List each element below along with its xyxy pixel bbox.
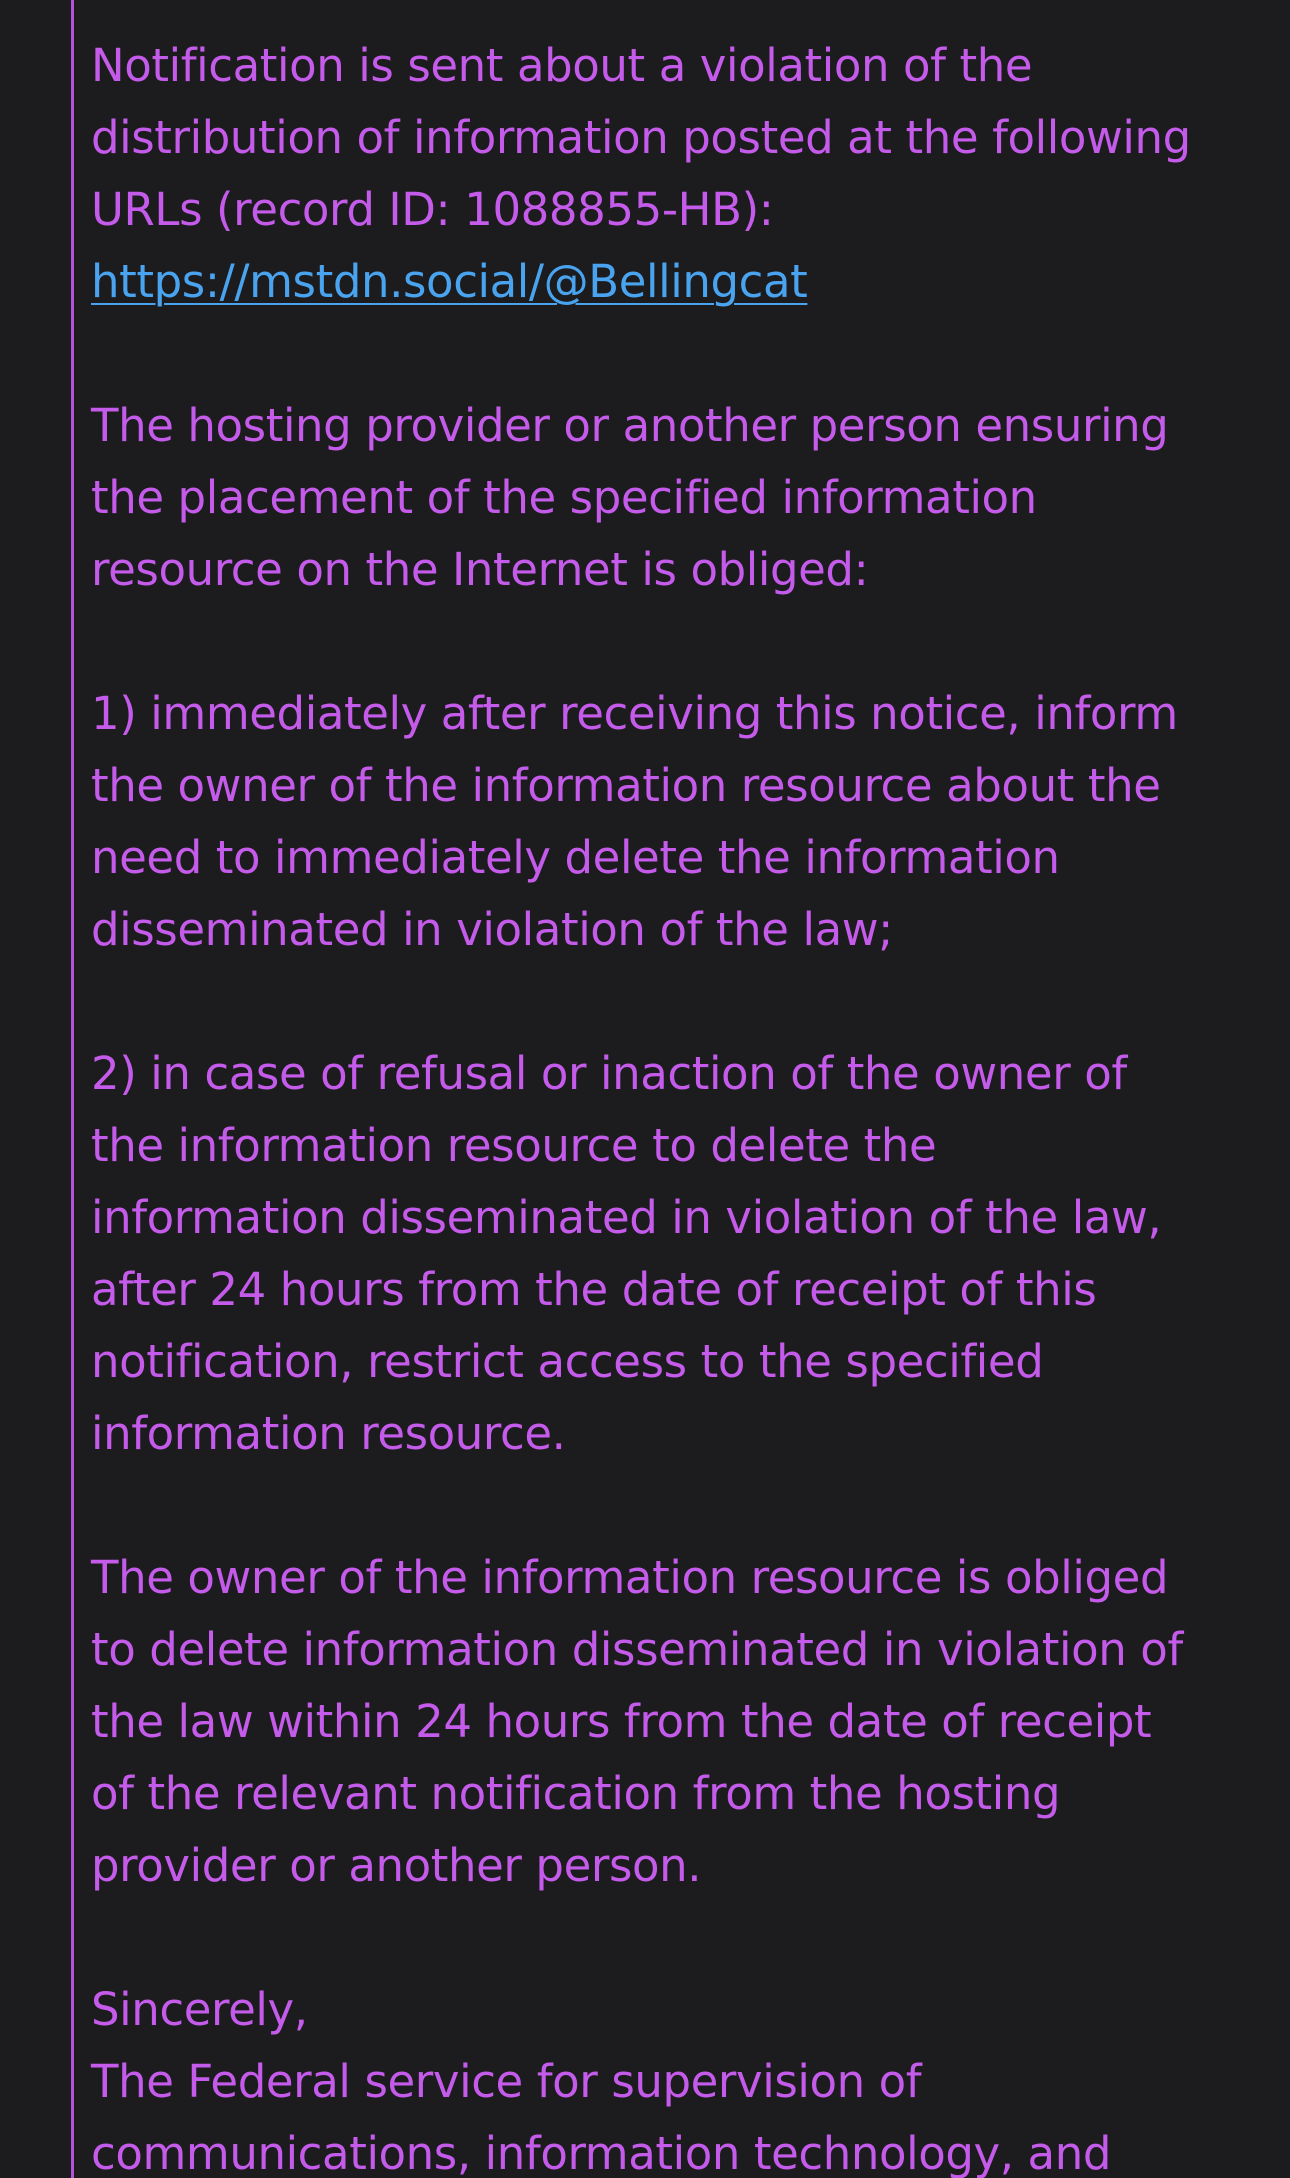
message-paragraph-notification <box>91 30 1241 318</box>
message-line: notification, restrict access to the specified <box>91 1335 1044 1388</box>
message-line: information disseminated in violation of the law, <box>91 1191 1162 1244</box>
message-line: URLs (record ID: 1088855-HB): <box>91 183 774 236</box>
message-line: Notification is sent about a violation of the <box>91 39 1033 92</box>
message-line: after 24 hours from the date of receipt of this <box>91 1263 1097 1316</box>
signature-closing: Sincerely, <box>91 1983 308 2036</box>
bellingcat-link[interactable]: https://mstdn.social/@Bellingcat <box>91 255 808 308</box>
message-line: the placement of the specified information <box>91 471 1037 524</box>
message-paragraph-owner-obligation <box>91 1542 1241 1902</box>
message-line: The hosting provider or another person ensuring <box>91 399 1169 452</box>
message-paragraph-obligation-1 <box>91 678 1241 966</box>
signature-line: communications, information technology, and <box>91 2127 1112 2178</box>
message-line: distribution of information posted at the following <box>91 111 1191 164</box>
message-line: 2) in case of refusal or inaction of the owner of <box>91 1047 1127 1100</box>
quote-bar <box>71 0 74 2178</box>
message-line: the law within 24 hours from the date of receipt <box>91 1695 1152 1748</box>
message-line: the information resource to delete the <box>91 1119 937 1172</box>
message-line: resource on the Internet is obliged: <box>91 543 869 596</box>
message-line: The owner of the information resource is obliged <box>91 1551 1169 1604</box>
message-line: disseminated in violation of the law; <box>91 903 893 956</box>
message-line: of the relevant notification from the hosting <box>91 1767 1061 1820</box>
message-line: information resource. <box>91 1407 566 1460</box>
message-line: need to immediately delete the information <box>91 831 1060 884</box>
message-line: to delete information disseminated in violation of <box>91 1623 1183 1676</box>
quoted-message-body <box>91 30 1241 2178</box>
message-paragraph-hosting-provider <box>91 390 1241 606</box>
message-line: the owner of the information resource about the <box>91 759 1161 812</box>
message-line: 1) immediately after receiving this notice, inform <box>91 687 1178 740</box>
message-paragraph-obligation-2 <box>91 1038 1241 1470</box>
signature-line: The Federal service for supervision of <box>91 2055 922 2108</box>
message-line: provider or another person. <box>91 1839 702 1892</box>
message-signature <box>91 1974 1241 2178</box>
